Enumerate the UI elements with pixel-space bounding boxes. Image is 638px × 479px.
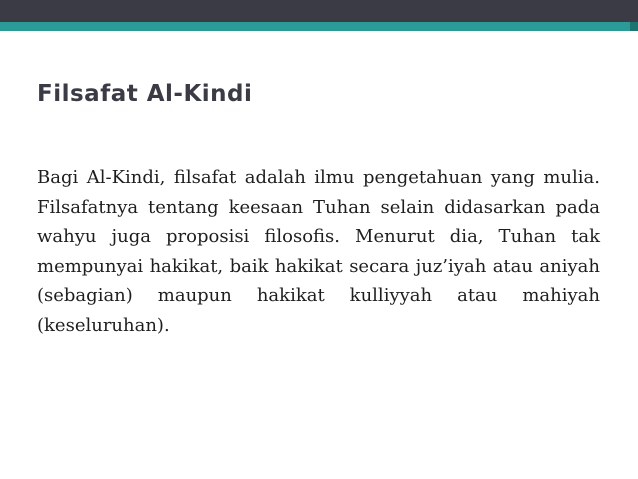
slide-body-text: Bagi Al-Kindi, filsafat adalah ilmu pengetahuan yang mulia. Filsafatnya tentang keesaan Tuhan selain didasarkan pada wahyu juga proposisi filosofis. Menurut dia, Tuhan tak mempunyai hakikat, baik hakikat secara juz’iyah atau aniyah (sebagian) maupun hakikat kulliyyah atau mahiyah (keseluruhan). xyxy=(37,167,600,336)
accent-bar-end xyxy=(630,22,638,31)
header-bar xyxy=(0,0,638,22)
slide-title: Filsafat Al-Kindi xyxy=(37,81,253,107)
accent-bar xyxy=(0,22,638,31)
